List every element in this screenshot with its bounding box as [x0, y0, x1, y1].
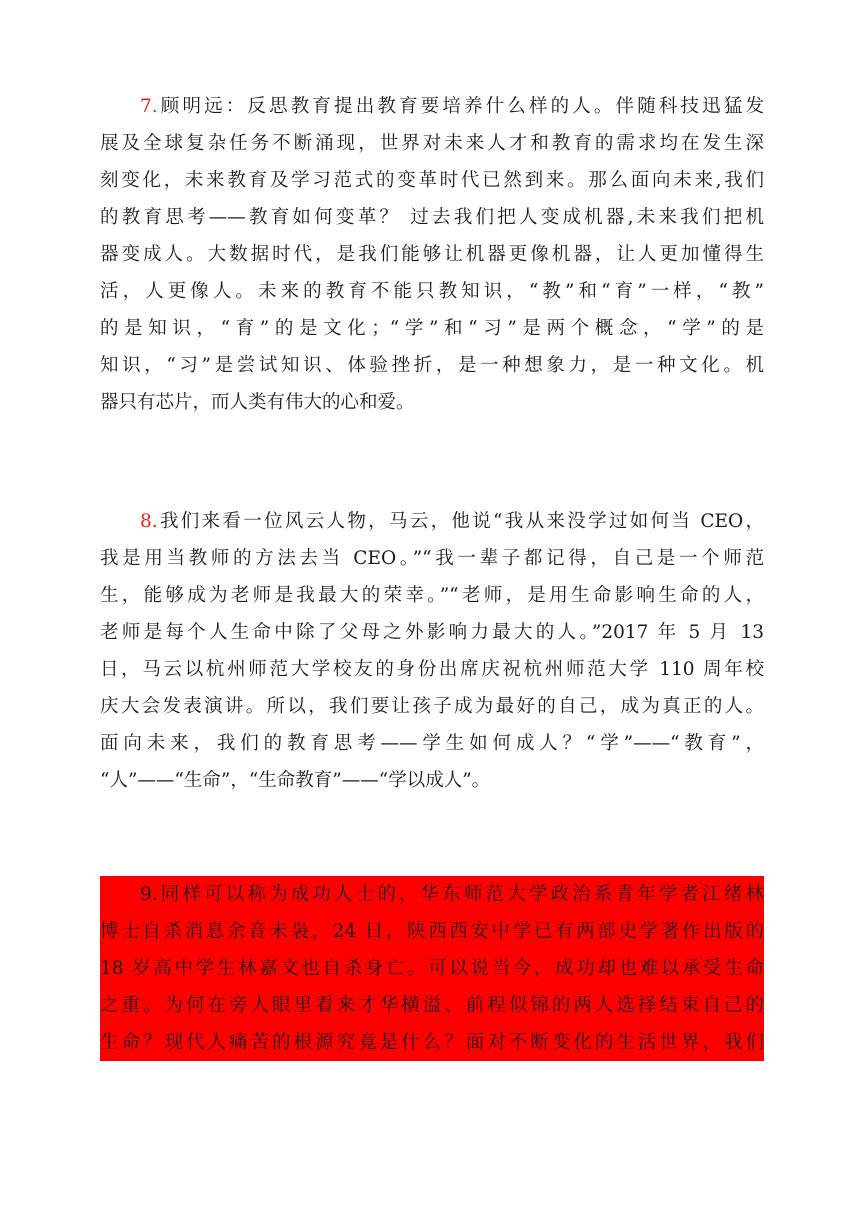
- text-line: 老师是每个人生命中除了父母之外影响力最大的人。”2017 年 5 月 13: [100, 622, 764, 643]
- line-text: 顾明远：反思教育提出教育要培养什么样的人。伴随科技迅猛发: [157, 96, 764, 117]
- paragraph-number: 7.: [140, 96, 158, 117]
- line-text: 我们来看一位风云人物，马云，他说“我从来没学过如何当 CEO，: [157, 511, 764, 532]
- highlighted-line: [100, 876, 764, 913]
- highlighted-line: 博士自杀消息余音未袅，24 日，陕西西安中学已有两部史学著作出版的: [100, 913, 764, 950]
- text-line: 日，马云以杭州师范大学校友的身份出席庆祝杭州师范大学 110 周年校: [100, 659, 764, 680]
- text-line: 生，能够成为老师是我最大的荣幸。”“老师，是用生命影响生命的人，: [100, 585, 764, 606]
- text-line: 展及全球复杂任务不断涌现，世界对未来人才和教育的需求均在发生深: [100, 133, 764, 154]
- text-line: “人”——“生命”，“生命教育”——“学以成人”。: [100, 770, 491, 791]
- paragraph-7: [100, 88, 764, 421]
- text-line: 活，人更像人。未来的教育不能只教知识，“教”和“育”一样，“教”: [100, 281, 764, 302]
- text-line: 刻变化，未来教育及学习范式的变革时代已然到来。那么面向未来,我们: [100, 170, 764, 191]
- paragraph-9-highlighted: [100, 876, 764, 1061]
- highlighted-line: 之重。为何在旁人眼里看来才华横溢、前程似锦的两人选择结束自己的: [100, 987, 764, 1024]
- text-line: [100, 88, 764, 125]
- text-line: 器变成人。大数据时代，是我们能够让机器更像机器，让人更加懂得生: [100, 244, 764, 265]
- line-text: 同样可以称为成功人士的，华东师范大学政治系青年学者江绪林: [157, 884, 764, 905]
- text-line: 知识，“习”是尝试知识、体验挫折，是一种想象力，是一种文化。机: [100, 355, 764, 376]
- text-line: 的是知识，“育”的是文化；“学”和“习”是两个概念，“学”的是: [100, 318, 764, 339]
- text-line: 面向未来，我们的教育思考——学生如何成人？“学”——“教育”，: [100, 733, 764, 754]
- text-line: 我是用当教师的方法去当 CEO。”“我一辈子都记得，自己是一个师范: [100, 548, 764, 569]
- text-line: [100, 503, 764, 540]
- text-line: 器只有芯片，而人类有伟大的心和爱。: [100, 392, 415, 413]
- highlighted-line: 生命？现代人痛苦的根源究竟是什么？面对不断变化的生活世界，我们: [100, 1024, 764, 1061]
- paragraph-8: [100, 503, 764, 799]
- paragraph-number: 9.: [140, 884, 158, 905]
- highlighted-line: 18 岁高中学生林嘉文也自杀身亡。可以说当今，成功却也难以承受生命: [100, 950, 764, 987]
- text-line: 庆大会发表演讲。所以，我们要让孩子成为最好的自己，成为真正的人。: [100, 696, 764, 717]
- text-line: 的教育思考——教育如何变革？ 过去我们把人变成机器,未来我们把机: [100, 207, 764, 228]
- paragraph-number: 8.: [140, 511, 158, 532]
